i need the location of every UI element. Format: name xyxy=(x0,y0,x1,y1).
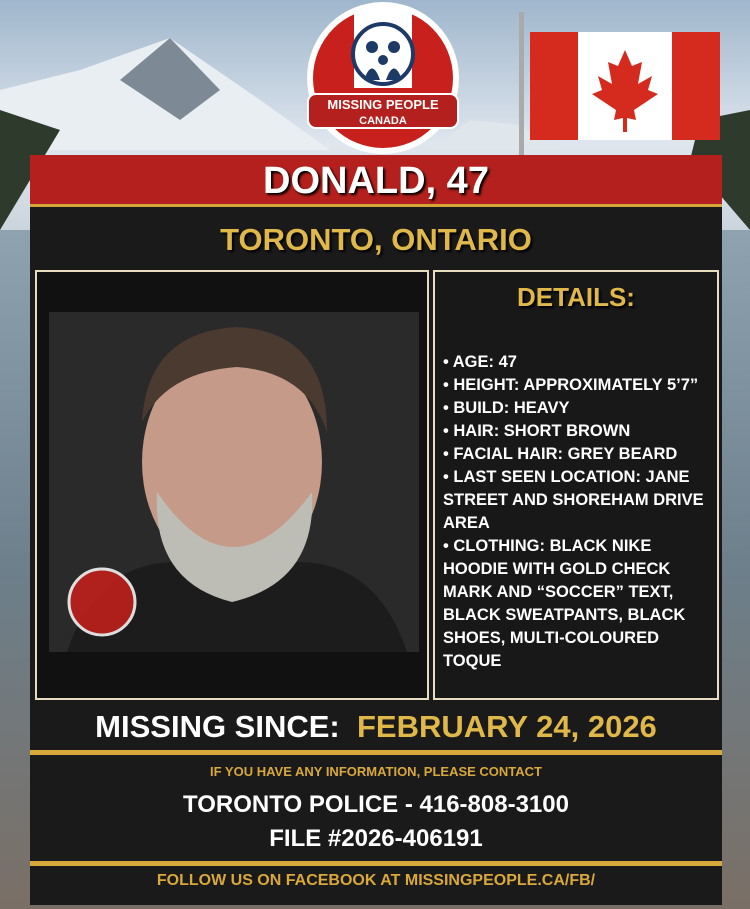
details-title: DETAILS: xyxy=(517,282,635,312)
missing-since-label: MISSING SINCE: xyxy=(95,709,340,744)
missing-people-canada-logo xyxy=(302,2,464,157)
gold-divider xyxy=(30,750,722,755)
police-phone: TORONTO POLICE - 416-808-3100 xyxy=(183,791,569,818)
contact-section xyxy=(30,758,722,853)
facebook-footer: FOLLOW US ON FACEBOOK AT MISSINGPEOPLE.CA/FB/ xyxy=(156,872,596,889)
missing-person-photo xyxy=(35,270,429,700)
canada-flag xyxy=(530,32,720,140)
svg-text:CANADA: CANADA xyxy=(359,115,407,127)
detail-hair: • HAIR: SHORT BROWN xyxy=(443,422,631,440)
detail-height: • HEIGHT: APPROXIMATELY 5’7” xyxy=(443,376,699,394)
location-heading: TORONTO, ONTARIO xyxy=(220,222,532,257)
detail-clothing: • CLOTHING: BLACK NIKE HOODIE WITH GOLD CHECK MARK AND “SOCCER” TEXT, BLACK SWEATPANTS, BLACK SHOES, MULTI-COLOURED TOQUE xyxy=(443,537,686,670)
detail-facial-hair: • FACIAL HAIR: GREY BEARD xyxy=(443,445,678,463)
flagpole xyxy=(519,12,524,157)
details-panel xyxy=(433,270,719,700)
gold-divider xyxy=(30,861,722,866)
missing-since xyxy=(30,703,722,751)
file-number: FILE #2026-406191 xyxy=(269,825,483,852)
detail-age: • AGE: 47 xyxy=(443,353,517,371)
detail-last-seen: • LAST SEEN LOCATION: JANE STREET AND SHOREHAM DRIVE AREA xyxy=(443,468,704,532)
svg-text:MISSING PEOPLE: MISSING PEOPLE xyxy=(327,97,439,112)
contact-prompt: IF YOU HAVE ANY INFORMATION, PLEASE CONTACT xyxy=(210,764,542,779)
name-banner: DONALD, 47 xyxy=(30,155,722,207)
detail-build: • BUILD: HEAVY xyxy=(443,399,570,417)
missing-since-date: FEBRUARY 24, 2026 xyxy=(357,709,657,744)
